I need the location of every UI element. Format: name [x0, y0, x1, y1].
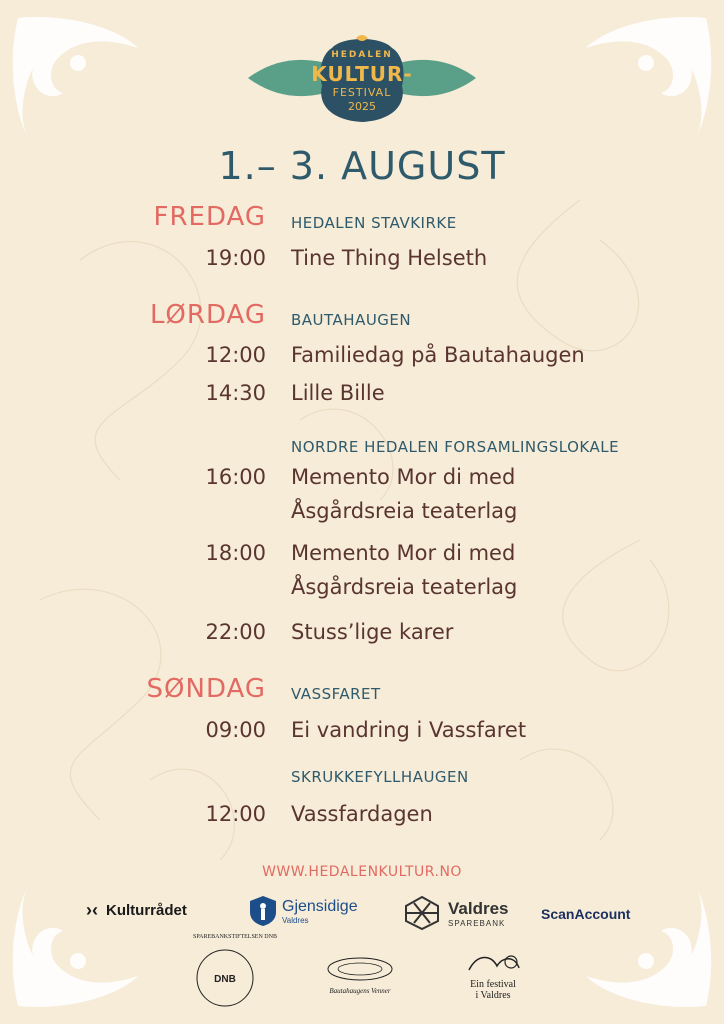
event-title: Ei vandring i Vassfaret [291, 718, 527, 742]
sponsor-name: Kulturrådet [106, 902, 187, 919]
venue-vassfaret: VASSFARET [291, 685, 381, 703]
day-saturday: LØRDAG [149, 300, 266, 330]
sponsor-line: i Valdres [475, 990, 511, 1001]
logo-line-year: 2025 [348, 100, 376, 113]
day-sunday: SØNDAG [146, 674, 266, 704]
venue-hedalen-stavkirke: HEDALEN STAVKIRKE [291, 214, 457, 232]
festival-dates: 1.– 3. AUGUST [218, 144, 506, 188]
logo-line-hedalen: HEDALEN [331, 50, 393, 60]
event-title: Stuss’lige karer [291, 620, 454, 644]
event-time: 14:30 [205, 381, 266, 405]
event-title: Tine Thing Helseth [291, 246, 488, 270]
event-title-line: Åsgårdsreia teaterlag [291, 499, 518, 523]
event-title: Lille Bille [291, 381, 385, 405]
event-title [291, 460, 517, 528]
sponsor-sparebankstiftelsen-dnb [193, 934, 277, 1010]
venue-bautahaugen: BAUTAHAUGEN [291, 311, 412, 329]
dnb-seal-icon [193, 946, 257, 1010]
event-title-line: Memento Mor di med [291, 465, 516, 489]
sponsor-name: ScanAccount [541, 906, 631, 922]
sponsor-ein-festival-i-valdres [458, 950, 528, 1001]
event-title-line: Åsgårdsreia teaterlag [291, 575, 518, 599]
svg-text:DNB: DNB [214, 974, 236, 985]
sponsor-gjensidige [248, 895, 358, 927]
valdres-festival-emblem-icon [463, 950, 523, 974]
event-time: 16:00 [205, 465, 266, 489]
event-title [291, 536, 517, 604]
event-time: 12:00 [205, 343, 266, 367]
logo-line-festival: FESTIVAL [332, 86, 392, 99]
event-time: 18:00 [205, 541, 266, 565]
sponsor-scanaccount [541, 906, 630, 922]
event-time: 12:00 [205, 802, 266, 826]
gjensidige-shield-icon [248, 895, 278, 927]
sponsor-valdres-sparebank [402, 894, 509, 932]
sponsor-sub: Valdres [282, 915, 309, 925]
valdres-knot-icon [402, 894, 442, 932]
ornament-bottom-left [8, 876, 148, 1016]
event-title: Vassfardagen [291, 802, 433, 826]
sponsor-name: Valdres [448, 898, 509, 918]
ornament-top-right [576, 8, 716, 148]
sponsor-name: SPAREBANKSTIFTELSEN DNB [193, 934, 277, 940]
venue-nordre-hedalen-forsamlingslokale: NORDRE HEDALEN FORSAMLINGSLOKALE [291, 438, 620, 456]
event-time: 22:00 [205, 620, 266, 644]
ornament-top-left [8, 8, 148, 148]
bautahaugen-emblem-icon [325, 956, 395, 982]
sponsor-line: Ein festival [470, 979, 516, 990]
event-time: 09:00 [205, 718, 266, 742]
sponsor-name: Bautahaugens Venner [329, 987, 391, 995]
website-link[interactable]: WWW.HEDALENKULTUR.NO [262, 864, 462, 880]
kulturradet-icon: ›‹ [86, 900, 98, 920]
sponsor-name: Gjensidige [282, 897, 358, 915]
festival-logo [246, 30, 478, 126]
event-title: Familiedag på Bautahaugen [291, 343, 585, 367]
venue-skrukkefyllhaugen: SKRUKKEFYLLHAUGEN [291, 768, 469, 786]
sponsor-kulturradet [86, 900, 187, 921]
sponsor-sub: SPAREBANK [448, 918, 506, 928]
event-title-line: Memento Mor di med [291, 541, 516, 565]
day-friday: FREDAG [153, 202, 266, 232]
sponsor-bautahaugens-venner [322, 956, 398, 995]
ornament-bottom-right [576, 876, 716, 1016]
logo-line-kultur: KULTUR- [311, 62, 413, 86]
event-time: 19:00 [205, 246, 266, 270]
